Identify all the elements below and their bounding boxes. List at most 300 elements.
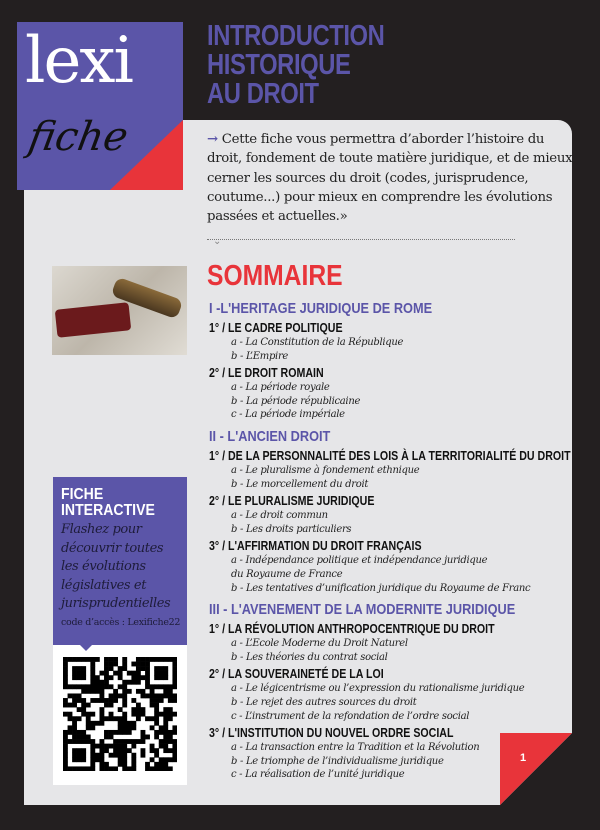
qr-module xyxy=(77,735,82,740)
qr-module xyxy=(90,748,95,753)
toc-item: b - Le morcellement du droit xyxy=(231,478,369,490)
qr-module xyxy=(86,739,91,744)
qr-module xyxy=(109,675,114,680)
toc-item: a - La transaction entre la Tradition et la Révolution xyxy=(231,742,480,754)
qr-module xyxy=(109,716,114,721)
qr-module xyxy=(104,671,109,676)
qr-module xyxy=(113,698,118,703)
qr-module xyxy=(77,757,82,762)
qr-module xyxy=(72,698,77,703)
qr-module xyxy=(163,748,168,753)
qr-module xyxy=(141,689,146,694)
qr-module xyxy=(77,671,82,676)
qr-module xyxy=(77,657,82,662)
toc-item: a - Le droit commun xyxy=(231,510,328,522)
qr-module xyxy=(99,766,104,771)
qr-module xyxy=(86,735,91,740)
qr-module xyxy=(68,657,73,662)
qr-module xyxy=(63,735,68,740)
qr-module xyxy=(172,748,177,753)
qr-module xyxy=(131,753,136,758)
qr-module xyxy=(99,762,104,767)
qr-module xyxy=(81,689,86,694)
qr-module xyxy=(118,762,123,767)
qr-module xyxy=(99,744,104,749)
qr-module xyxy=(145,735,150,740)
qr-module xyxy=(127,725,132,730)
qr-module xyxy=(104,657,109,662)
qr-module xyxy=(172,680,177,685)
qr-module xyxy=(104,766,109,771)
qr-module xyxy=(63,703,68,708)
qr-module xyxy=(122,693,127,698)
qr-module xyxy=(122,757,127,762)
qr-module xyxy=(122,730,127,735)
qr-module xyxy=(168,735,173,740)
toc-subsection: 3° / L'INSTITUTION DU NOUVEL ORDRE SOCIAL xyxy=(209,726,454,741)
qr-module xyxy=(154,707,159,712)
toc-subsection: 3° / L'AFFIRMATION DU DROIT FRANÇAIS xyxy=(209,539,422,554)
qr-module xyxy=(163,739,168,744)
qr-module xyxy=(163,684,168,689)
qr-module xyxy=(159,762,164,767)
qr-module xyxy=(72,657,77,662)
qr-module xyxy=(72,721,77,726)
qr-module xyxy=(127,739,132,744)
qr-module xyxy=(131,707,136,712)
qr-module xyxy=(90,698,95,703)
qr-module xyxy=(63,762,68,767)
qr-module xyxy=(122,748,127,753)
qr-module xyxy=(163,725,168,730)
qr-module xyxy=(81,757,86,762)
qr-module xyxy=(127,671,132,676)
qr-module xyxy=(104,666,109,671)
qr-module xyxy=(72,766,77,771)
qr-module xyxy=(136,689,141,694)
qr-module xyxy=(118,725,123,730)
qr-module xyxy=(127,766,132,771)
qr-module xyxy=(172,684,177,689)
qr-module xyxy=(172,662,177,667)
qr-module xyxy=(122,766,127,771)
qr-module xyxy=(95,744,100,749)
qr-module xyxy=(68,703,73,708)
qr-module xyxy=(109,693,114,698)
qr-module xyxy=(141,666,146,671)
qr-module xyxy=(118,744,123,749)
qr-module xyxy=(150,744,155,749)
qr-module xyxy=(95,757,100,762)
qr-module xyxy=(172,739,177,744)
qr-module xyxy=(109,662,114,667)
qr-module xyxy=(113,739,118,744)
access-code: code d’accès : Lexifiche22 xyxy=(61,616,181,628)
qr-module xyxy=(104,703,109,708)
qr-module xyxy=(163,721,168,726)
qr-module xyxy=(163,666,168,671)
toc-item: b - L’Empire xyxy=(231,350,289,362)
qr-module xyxy=(68,693,73,698)
qr-module xyxy=(172,753,177,758)
qr-module xyxy=(113,662,118,667)
sommaire-heading: SOMMAIRE xyxy=(207,260,343,292)
qr-module xyxy=(168,757,173,762)
qr-module xyxy=(118,716,123,721)
qr-module xyxy=(81,671,86,676)
qr-module xyxy=(131,739,136,744)
qr-module xyxy=(159,739,164,744)
qr-module xyxy=(145,684,150,689)
qr-module xyxy=(72,725,77,730)
qr-module xyxy=(168,707,173,712)
qr-module xyxy=(104,735,109,740)
qr-module xyxy=(127,748,132,753)
qr-module xyxy=(90,725,95,730)
qr-module xyxy=(145,693,150,698)
qr-module xyxy=(154,684,159,689)
qr-module xyxy=(72,730,77,735)
qr-module xyxy=(113,693,118,698)
qr-code[interactable] xyxy=(63,657,177,771)
qr-module xyxy=(127,721,132,726)
qr-module xyxy=(90,680,95,685)
qr-module xyxy=(90,666,95,671)
qr-module xyxy=(118,675,123,680)
title-line: INTRODUCTION xyxy=(207,20,385,52)
qr-module xyxy=(122,721,127,726)
toc-item: b - Les théories du contrat social xyxy=(231,651,388,663)
qr-module xyxy=(81,766,86,771)
qr-module xyxy=(136,716,141,721)
qr-module xyxy=(63,766,68,771)
qr-module xyxy=(63,662,68,667)
qr-module xyxy=(63,684,68,689)
title-line: AU DROIT xyxy=(207,78,319,110)
qr-module xyxy=(118,707,123,712)
toc-section-heading: I -L'HERITAGE JURIDIQUE DE ROME xyxy=(209,300,433,317)
qr-module xyxy=(95,721,100,726)
qr-module xyxy=(154,693,159,698)
qr-module xyxy=(99,748,104,753)
qr-module xyxy=(86,725,91,730)
qr-module xyxy=(163,657,168,662)
toc-subsection: 1° / LA RÉVOLUTION ANTHROPOCENTRIQUE DU DROIT xyxy=(209,622,495,637)
qr-module xyxy=(63,757,68,762)
interactive-description: Flashez pour découvrir toutes les évolutions législatives et jurisprudentielles xyxy=(61,522,171,611)
qr-module xyxy=(81,712,86,717)
qr-module xyxy=(172,712,177,717)
qr-module xyxy=(122,680,127,685)
title-line: HISTORIQUE xyxy=(207,49,351,81)
qr-module xyxy=(154,675,159,680)
logo-fiche: fiche xyxy=(24,114,132,160)
qr-module xyxy=(159,671,164,676)
qr-module xyxy=(90,753,95,758)
qr-module xyxy=(136,657,141,662)
qr-module xyxy=(150,698,155,703)
qr-module xyxy=(127,680,132,685)
qr-module xyxy=(168,698,173,703)
qr-module xyxy=(154,671,159,676)
dotted-divider xyxy=(207,239,515,240)
qr-module xyxy=(68,684,73,689)
qr-module xyxy=(68,712,73,717)
qr-module xyxy=(104,730,109,735)
qr-module xyxy=(90,675,95,680)
toc-item: b - Les droits particuliers xyxy=(231,523,352,535)
qr-module xyxy=(99,671,104,676)
qr-module xyxy=(118,753,123,758)
interactive-title: INTERACTIVE xyxy=(61,502,155,519)
toc-item: a - Indépendance politique et indépendance juridique xyxy=(231,555,488,567)
qr-module xyxy=(122,712,127,717)
qr-module xyxy=(141,735,146,740)
toc-item: c - L’instrument de la refondation de l’ordre social xyxy=(231,710,470,722)
qr-module xyxy=(122,666,127,671)
qr-module xyxy=(131,671,136,676)
qr-module xyxy=(77,753,82,758)
qr-module xyxy=(163,762,168,767)
intro-text: Cette fiche vous permettra d’aborder l’histoire du droit, fondement de toute matière juridique, et de mieux cerner les sources du droit (codes, jurisprudence, coutume...) pour mieux en comprendre les évolutions passées et actuelles.» xyxy=(207,132,573,225)
qr-module xyxy=(86,703,91,708)
qr-module xyxy=(154,766,159,771)
qr-module xyxy=(109,744,114,749)
qr-module xyxy=(95,680,100,685)
qr-module xyxy=(99,739,104,744)
qr-module xyxy=(122,762,127,767)
intro-paragraph xyxy=(207,130,577,226)
qr-module xyxy=(63,680,68,685)
qr-module xyxy=(159,666,164,671)
qr-module xyxy=(113,657,118,662)
qr-module xyxy=(95,689,100,694)
qr-module xyxy=(122,698,127,703)
qr-module xyxy=(159,675,164,680)
qr-module xyxy=(159,712,164,717)
qr-module xyxy=(163,744,168,749)
qr-module xyxy=(86,712,91,717)
qr-module xyxy=(159,684,164,689)
qr-module xyxy=(159,725,164,730)
qr-module xyxy=(113,689,118,694)
qr-module xyxy=(168,689,173,694)
qr-module xyxy=(113,716,118,721)
qr-module xyxy=(154,712,159,717)
qr-module xyxy=(145,671,150,676)
qr-module xyxy=(77,730,82,735)
qr-module xyxy=(113,730,118,735)
qr-module xyxy=(150,693,155,698)
qr-module xyxy=(90,662,95,667)
qr-module xyxy=(118,666,123,671)
qr-module xyxy=(109,712,114,717)
qr-module xyxy=(118,693,123,698)
qr-module xyxy=(150,716,155,721)
qr-module xyxy=(68,766,73,771)
toc-section-heading: II - L'ANCIEN DROIT xyxy=(209,427,331,445)
qr-module xyxy=(163,757,168,762)
qr-module xyxy=(172,693,177,698)
qr-module xyxy=(168,766,173,771)
qr-module xyxy=(141,730,146,735)
qr-module xyxy=(131,675,136,680)
qr-module xyxy=(122,725,127,730)
qr-module xyxy=(154,703,159,708)
logo-lexi: lexi xyxy=(25,24,132,98)
qr-module xyxy=(172,675,177,680)
qr-module xyxy=(168,748,173,753)
qr-module xyxy=(86,716,91,721)
qr-module xyxy=(159,766,164,771)
qr-module xyxy=(104,698,109,703)
qr-module xyxy=(136,707,141,712)
qr-module xyxy=(81,684,86,689)
qr-module xyxy=(104,762,109,767)
qr-module xyxy=(141,712,146,717)
qr-module xyxy=(81,657,86,662)
qr-module xyxy=(63,666,68,671)
qr-module xyxy=(109,657,114,662)
qr-module xyxy=(81,753,86,758)
qr-module xyxy=(63,698,68,703)
qr-module xyxy=(72,716,77,721)
qr-module xyxy=(168,716,173,721)
toc-item: b - Les tentatives d’unification juridique du Royaume de Franc xyxy=(231,582,531,594)
qr-module xyxy=(131,662,136,667)
qr-module xyxy=(141,662,146,667)
qr-module xyxy=(63,671,68,676)
toc-item: a - La période royale xyxy=(231,382,330,394)
qr-module xyxy=(118,671,123,676)
qr-module xyxy=(154,716,159,721)
qr-module xyxy=(90,712,95,717)
toc-subsection: 2° / LA SOUVERAINETÉ DE LA LOI xyxy=(209,667,384,682)
qr-module xyxy=(150,684,155,689)
qr-module xyxy=(163,707,168,712)
page-number: 1 xyxy=(520,752,527,764)
qr-module xyxy=(122,684,127,689)
qr-module xyxy=(95,753,100,758)
qr-module xyxy=(99,693,104,698)
qr-module xyxy=(81,698,86,703)
qr-module xyxy=(172,757,177,762)
table-of-contents xyxy=(209,300,569,782)
qr-module xyxy=(99,757,104,762)
qr-module xyxy=(141,748,146,753)
wax-seal-photo xyxy=(52,266,187,355)
qr-module xyxy=(90,762,95,767)
qr-module xyxy=(81,707,86,712)
qr-module xyxy=(154,721,159,726)
qr-module xyxy=(150,703,155,708)
qr-module xyxy=(72,703,77,708)
qr-module xyxy=(122,662,127,667)
qr-module xyxy=(159,744,164,749)
qr-module xyxy=(72,735,77,740)
qr-module xyxy=(150,657,155,662)
qr-module xyxy=(86,689,91,694)
qr-module xyxy=(150,725,155,730)
qr-module xyxy=(86,684,91,689)
qr-module xyxy=(68,730,73,735)
qr-module xyxy=(168,693,173,698)
qr-module xyxy=(86,766,91,771)
qr-module xyxy=(68,739,73,744)
qr-module xyxy=(109,698,114,703)
qr-module xyxy=(109,753,114,758)
qr-module xyxy=(90,766,95,771)
qr-module xyxy=(72,753,77,758)
qr-module xyxy=(63,744,68,749)
qr-module xyxy=(159,657,164,662)
qr-module xyxy=(131,766,136,771)
qr-code-box[interactable] xyxy=(53,645,187,785)
qr-module xyxy=(86,721,91,726)
qr-module xyxy=(122,716,127,721)
qr-module xyxy=(150,757,155,762)
qr-module xyxy=(99,689,104,694)
qr-module xyxy=(90,684,95,689)
qr-module xyxy=(122,739,127,744)
qr-module xyxy=(145,762,150,767)
qr-module xyxy=(99,712,104,717)
qr-module xyxy=(86,657,91,662)
qr-module xyxy=(122,744,127,749)
qr-module xyxy=(172,657,177,662)
toc-subsection: 1° / LE CADRE POLITIQUE xyxy=(209,321,343,335)
qr-module xyxy=(145,662,150,667)
qr-module xyxy=(141,707,146,712)
qr-module xyxy=(122,753,127,758)
qr-module xyxy=(63,753,68,758)
qr-module xyxy=(154,698,159,703)
qr-module xyxy=(163,693,168,698)
qr-module xyxy=(168,730,173,735)
qr-module xyxy=(99,707,104,712)
qr-module xyxy=(131,721,136,726)
qr-module xyxy=(63,730,68,735)
qr-module xyxy=(122,689,127,694)
qr-module xyxy=(118,739,123,744)
qr-module xyxy=(163,675,168,680)
qr-module xyxy=(109,684,114,689)
qr-module xyxy=(95,684,100,689)
qr-module xyxy=(109,766,114,771)
qr-module xyxy=(109,703,114,708)
qr-module xyxy=(113,744,118,749)
qr-module xyxy=(118,730,123,735)
toc-subsection: 1° / DE LA PERSONNALITÉ DES LOIS À LA TERRITORIALITÉ DU DROIT xyxy=(209,448,571,463)
qr-module xyxy=(145,680,150,685)
qr-module xyxy=(163,766,168,771)
qr-module xyxy=(136,680,141,685)
qr-module xyxy=(77,698,82,703)
qr-module xyxy=(154,735,159,740)
qr-module xyxy=(72,666,77,671)
qr-module xyxy=(136,666,141,671)
qr-module xyxy=(168,712,173,717)
qr-module xyxy=(172,725,177,730)
qr-module xyxy=(72,757,77,762)
qr-module xyxy=(122,703,127,708)
qr-module xyxy=(131,744,136,749)
qr-module xyxy=(95,657,100,662)
qr-module xyxy=(81,675,86,680)
page-title xyxy=(207,22,384,109)
qr-module xyxy=(90,757,95,762)
qr-module xyxy=(163,730,168,735)
